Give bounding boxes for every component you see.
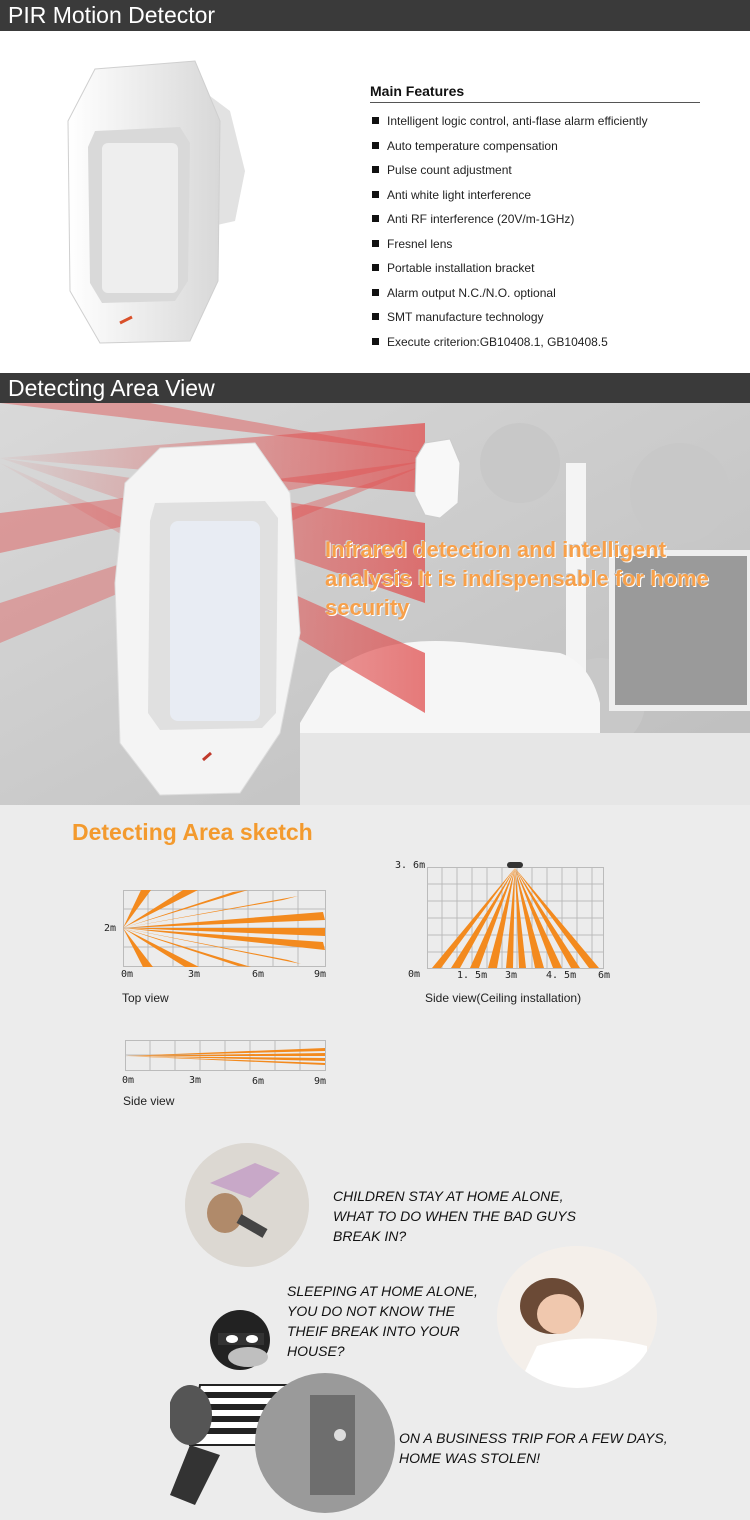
side-view-x-label: 3m [189,1075,202,1086]
thief-illustration [170,1295,400,1520]
top-view-x-label: 9m [314,969,327,980]
scenario-children-text: CHILDREN STAY AT HOME ALONE, WHAT TO DO WHEN THE BAD GUYS BREAK IN? [333,1188,576,1244]
product-section [0,31,750,373]
side-view-x-label: 6m [252,1076,265,1087]
section-header-product [0,0,750,31]
top-view-x-label: 6m [252,969,265,980]
feature-item: Intelligent logic control, anti-flase alarm efficiently [370,113,700,138]
bullet-icon [372,142,379,149]
ceiling-view-diagram [427,862,607,970]
feature-item: Anti white light interference [370,187,700,212]
detecting-area-scene [0,403,750,805]
top-view-diagram [123,890,328,968]
bullet-icon [372,338,379,345]
main-features [370,83,700,358]
bullet-icon [372,240,379,247]
sketch-section [0,805,750,1520]
slogan-text: Infrared detection and intelligent analysis It is indispensable for home security [325,537,709,620]
ceiling-view-x-label: 6m [598,970,611,981]
bullet-icon [372,313,379,320]
child-photo [185,1143,309,1267]
feature-item: Alarm output N.C./N.O. optional [370,285,700,310]
section-header-area-view [0,373,750,403]
area-view-title: Detecting Area View [8,375,215,401]
feature-list [370,113,700,358]
feature-item: Fresnel lens [370,236,700,261]
side-view-caption: Side view [123,1094,175,1108]
bullet-icon [372,264,379,271]
bullet-icon [372,166,379,173]
side-view-diagram [125,1040,328,1072]
page-title: PIR Motion Detector [8,2,216,28]
side-view-x-label: 0m [122,1075,135,1086]
bullet-icon [372,215,379,222]
sketch-title: Detecting Area sketch [72,819,313,845]
scenario-sleeping-text: SLEEPING AT HOME ALONE, YOU DO NOT KNOW THE THEIF BREAK INTO YOUR HOUSE? [287,1283,478,1359]
top-view-y-label: 2m [104,923,117,934]
feature-item: Auto temperature compensation [370,138,700,163]
ceiling-view-x-label: 3m [505,970,518,981]
top-view-x-label: 3m [188,969,201,980]
feature-item: Pulse count adjustment [370,162,700,187]
ceiling-view-x-label: 4. 5m [546,970,577,981]
top-view-x-label: 0m [121,969,134,980]
feature-item: Anti RF interference (20V/m-1GHz) [370,211,700,236]
features-title: Main Features [370,83,700,103]
ceiling-view-y-label: 3. 6m [395,860,426,871]
ceiling-view-x-label: 1. 5m [457,970,488,981]
pir-detector-image [40,51,310,361]
feature-item: SMT manufacture technology [370,309,700,334]
bullet-icon [372,117,379,124]
top-view-caption: Top view [122,991,169,1005]
feature-item: Execute criterion:GB10408.1, GB10408.5 [370,334,700,359]
sleeping-photo [497,1246,657,1388]
ceiling-view-x-label: 0m [408,969,421,980]
scenario-trip-text: ON A BUSINESS TRIP FOR A FEW DAYS, HOME WAS STOLEN! [399,1430,668,1466]
ceiling-view-caption: Side view(Ceiling installation) [425,991,582,1005]
bullet-icon [372,191,379,198]
side-view-x-label: 9m [314,1076,327,1087]
bullet-icon [372,289,379,296]
feature-item: Portable installation bracket [370,260,700,285]
